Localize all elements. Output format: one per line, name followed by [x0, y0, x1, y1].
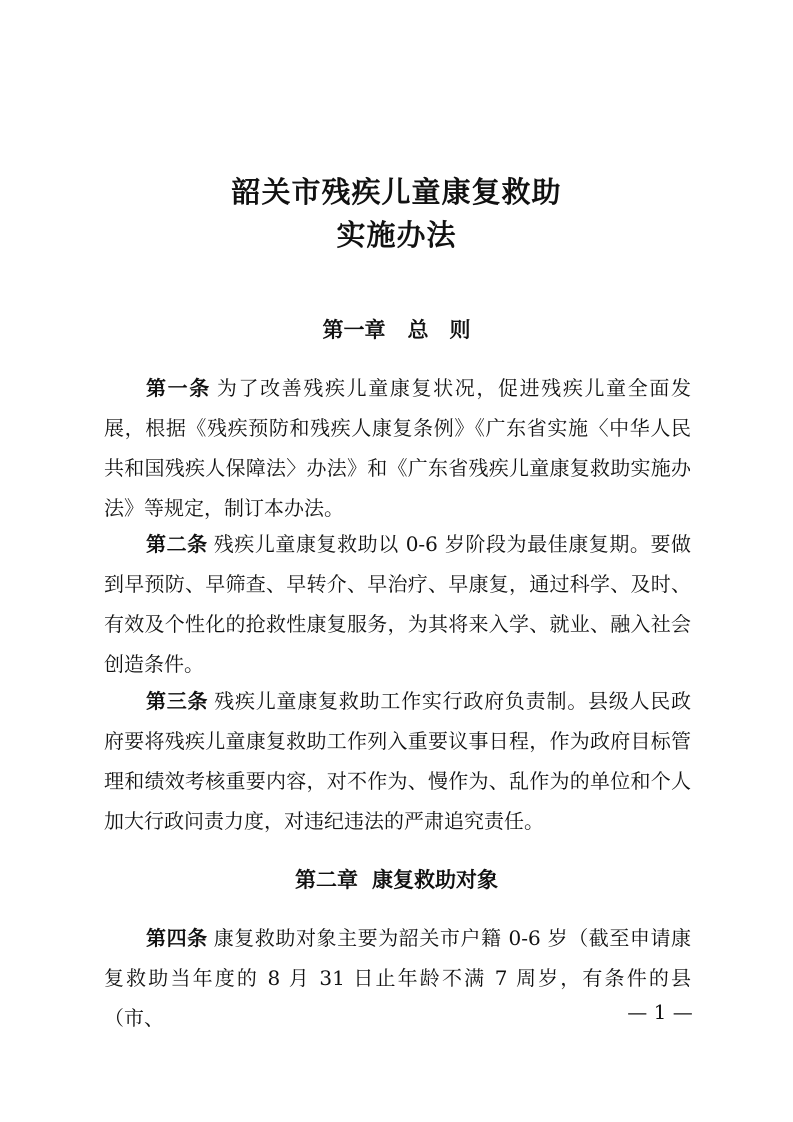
- article-4-label: 第四条: [146, 926, 208, 950]
- article-3: [104, 681, 691, 841]
- article-4-text: 康复救助对象主要为韶关市户籍 0-6 岁（截至申请康复救助当年度的 8 月 31 日止年龄不满 7 周岁，有条件的县（市、: [104, 926, 692, 1030]
- chapter-1-number: 第一章: [322, 317, 386, 342]
- document-title-line-1: 韶关市残疾儿童康复救助: [231, 175, 562, 209]
- article-2: [104, 524, 691, 684]
- chapter-2-number: 第二章: [295, 867, 358, 892]
- article-1-text: 为了改善残疾儿童康复状况，促进残疾儿童全面发展，根据《残疾预防和残疾人康复条例》《广东省实施〈中华人民共和国残疾人保障法〉办法》和《广东省残疾儿童康复救助实施办法》等规定，制订本办法。: [104, 376, 691, 520]
- article-2-label: 第二条: [146, 532, 208, 556]
- chapter-2-heading: [0, 864, 793, 894]
- article-3-label: 第三条: [146, 689, 209, 713]
- chapter-2-name: 康复救助对象: [372, 867, 498, 892]
- article-2-text: 残疾儿童康复救助以 0-6 岁阶段为最佳康复期。要做到早预防、早筛查、早转介、早治疗、早康复，通过科学、及时、有效及个性化的抢救性康复服务，为其将来入学、就业、融入社会创造条件。: [104, 532, 692, 676]
- article-3-text: 残疾儿童康复救助工作实行政府负责制。县级人民政府要将残疾儿童康复救助工作列入重要议事日程，作为政府目标管理和绩效考核重要内容，对不作为、慢作为、乱作为的单位和个人加大行政问责力度，对违纪违法的严肃追究责任。: [104, 689, 692, 833]
- article-1: [104, 368, 691, 528]
- chapter-1-name: 总 则: [407, 317, 471, 342]
- document-title-line-2: 实施办法: [336, 218, 457, 252]
- article-4: [104, 918, 691, 1038]
- article-1-label: 第一条: [146, 376, 211, 400]
- page-number: — 1 —: [627, 1000, 693, 1024]
- chapter-1-heading: [0, 314, 793, 344]
